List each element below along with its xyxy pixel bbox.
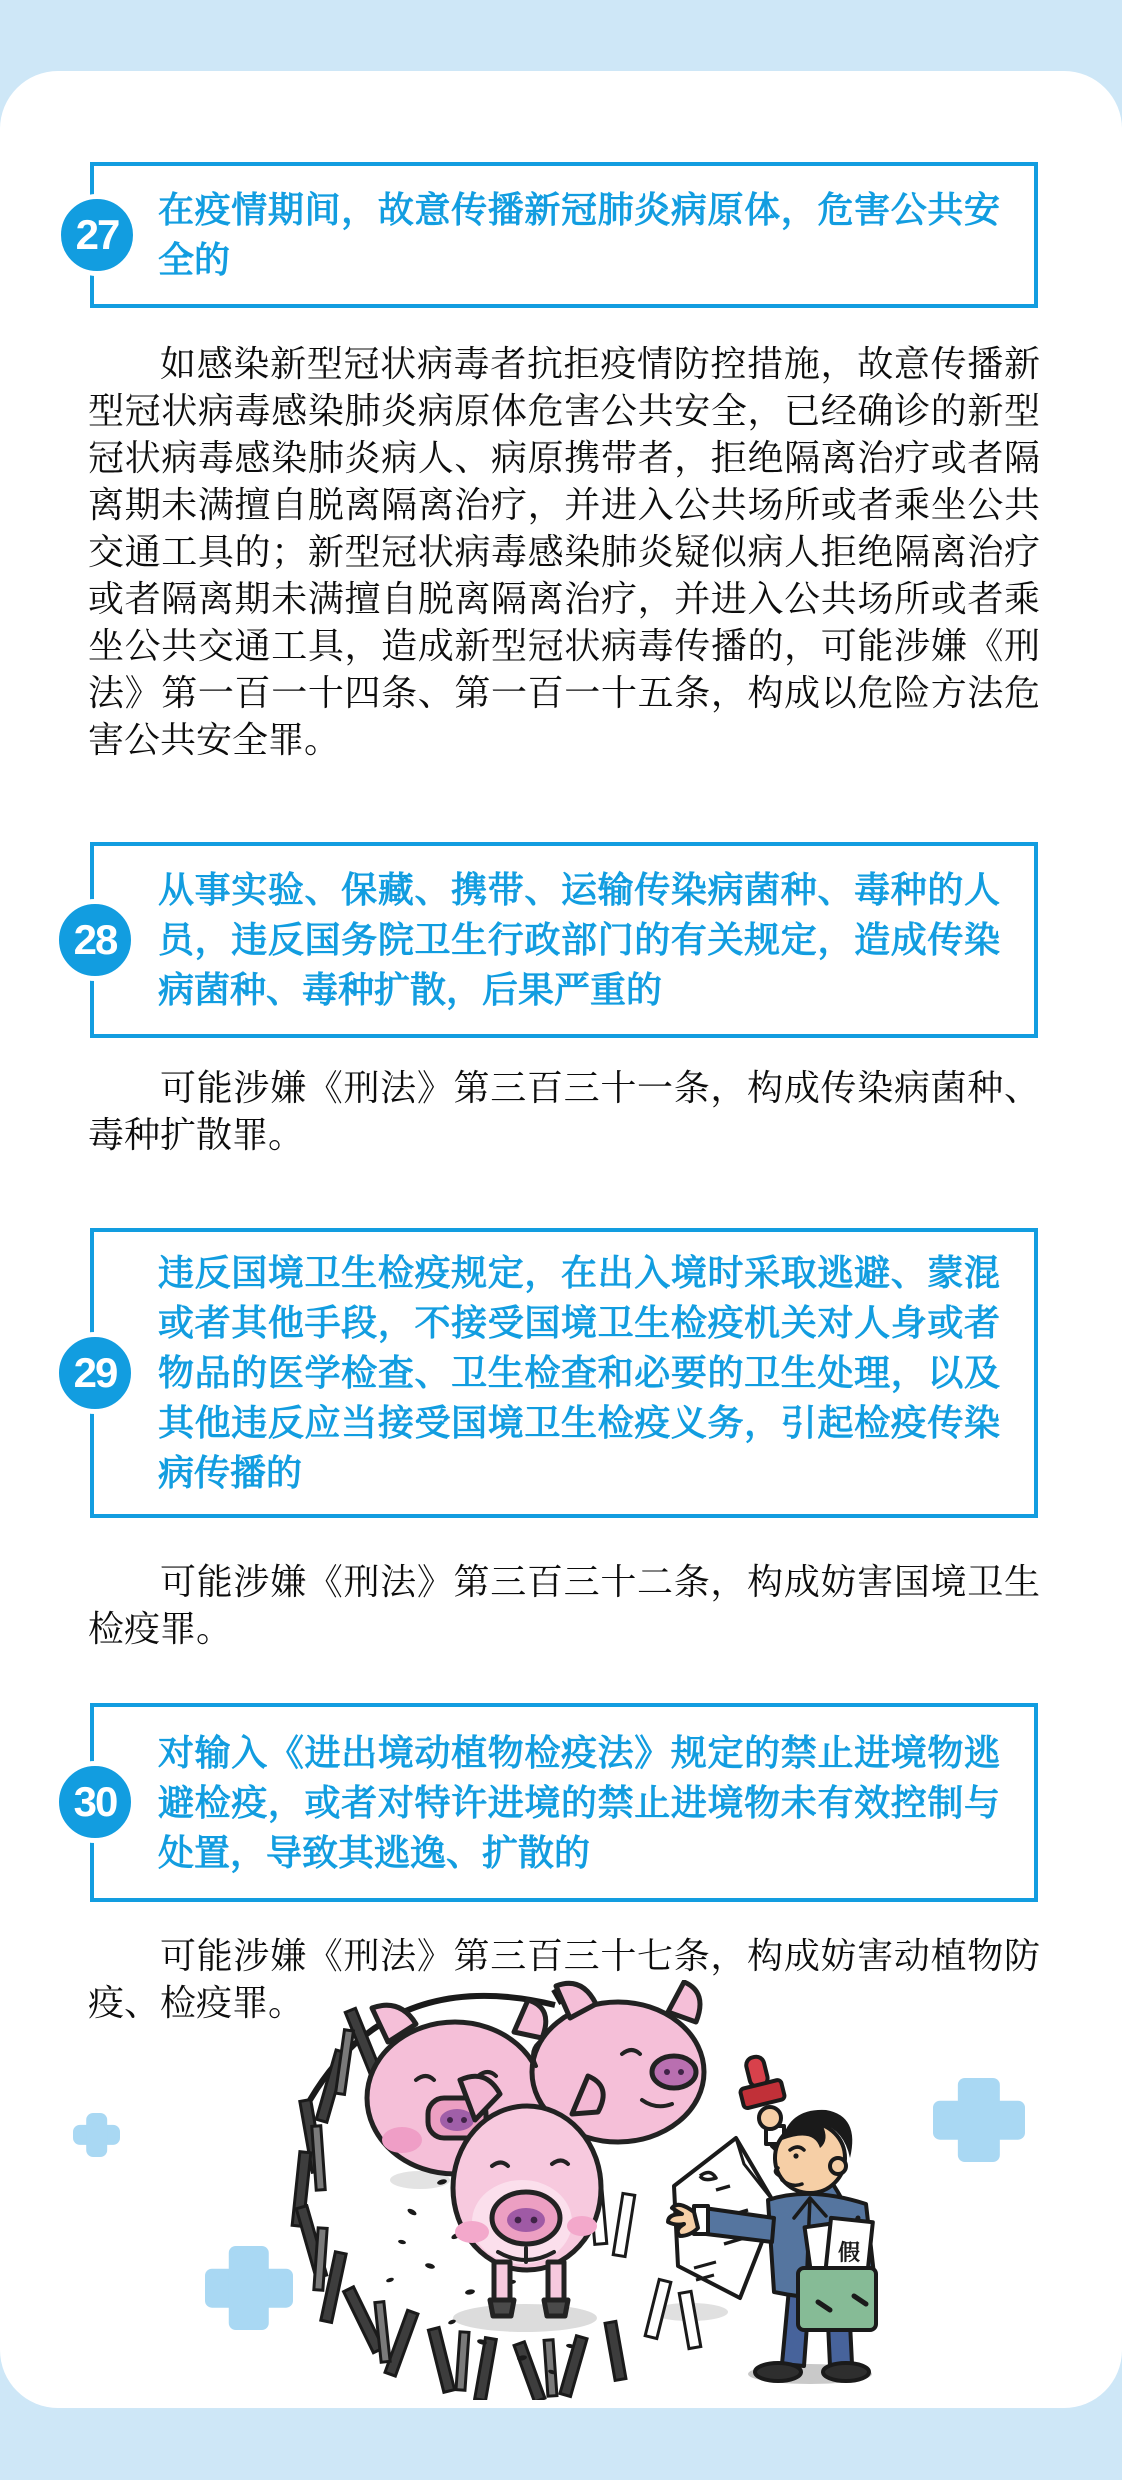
plus-icon	[205, 2246, 293, 2330]
section-29-body: 可能涉嫌《刑法》第三百三十二条，构成妨害国境卫生检疫罪。	[88, 1561, 1040, 1649]
section-28-title: 从事实验、保藏、携带、运输传染病菌种、毒种的人员，违反国务院卫生行政部门的有关规定，造成传染病菌种、毒种扩散，后果严重的	[158, 869, 1000, 1010]
pig-front	[453, 2076, 603, 2316]
pigs	[367, 1982, 704, 2316]
section-30-number-badge: 30	[54, 1761, 136, 1843]
section-28-title-box	[90, 842, 1038, 1038]
plus-icon	[933, 2078, 1025, 2162]
section-29-title: 违反国境卫生检疫规定，在出入境时采取逃避、蒙混或者其他手段，不接受国境卫生检疫机关对人身或者物品的医学检查、卫生检查和必要的卫生处理，以及其他违反应当接受国境卫生检疫义务，引起检疫传染病传播的	[158, 1252, 1000, 1493]
section-30-title-box	[90, 1703, 1038, 1902]
quarantine-cartoon-illustration	[270, 1980, 910, 2400]
section-27-number-badge: 27	[56, 194, 138, 276]
section-27-body: 如感染新型冠状病毒者抗拒疫情防控措施，故意传播新型冠状病毒感染肺炎病原体危害公共安全，已经确诊的新型冠状病毒感染肺炎病人、病原携带者，拒绝隔离治疗或者隔离期未满擅自脱离隔离治疗，并进入公共场所或者乘坐公共交通工具的；新型冠状病毒感染肺炎疑似病人拒绝隔离治疗或者隔离期未满擅自脱离隔离治疗，并进入公共场所或者乘坐公共交通工具，造成新型冠状病毒传播的，可能涉嫌《刑法》第一百一十四条、第一百一十五条，构成以危险方法危害公共安全罪。	[88, 343, 1040, 760]
section-29-title-box	[90, 1228, 1038, 1518]
section-28-number-badge: 28	[54, 899, 136, 981]
red-stamp	[733, 2052, 785, 2109]
document-bag	[798, 2218, 876, 2330]
section-27-title: 在疫情期间，故意传播新冠肺炎病原体，危害公共安全的	[158, 189, 1000, 280]
section-30-title: 对输入《进出境动植物检疫法》规定的禁止进境物逃避检疫，或者对特许进境的禁止进境物未有效控制与处置，导致其逃逸、扩散的	[158, 1731, 1000, 1873]
section-30-body: 可能涉嫌《刑法》第三百三十七条，构成妨害动植物防疫、检疫罪。	[88, 1935, 1040, 2023]
section-28-body: 可能涉嫌《刑法》第三百三十一条，构成传染病菌种、毒种扩散罪。	[88, 1067, 1040, 1155]
section-29-number-badge: 29	[54, 1332, 136, 1414]
section-27-title-box	[90, 162, 1038, 308]
bag-paper-label: 假	[837, 2240, 861, 2265]
plus-icon	[73, 2113, 120, 2157]
